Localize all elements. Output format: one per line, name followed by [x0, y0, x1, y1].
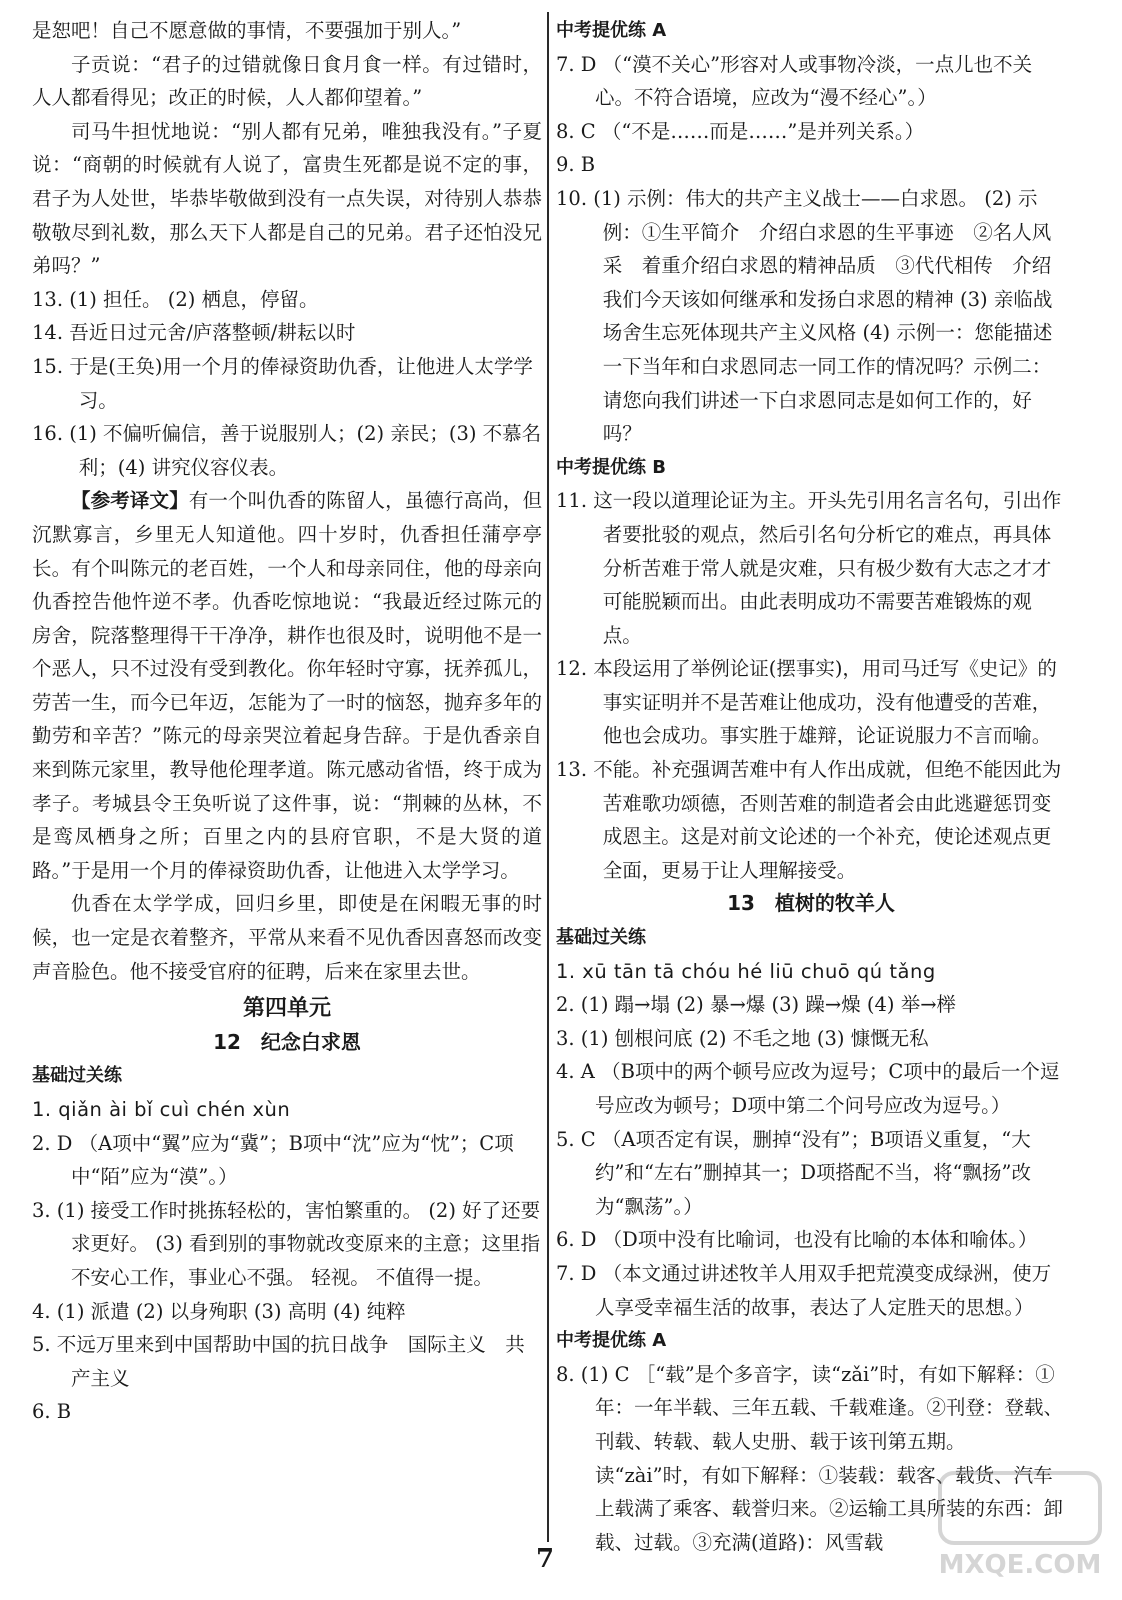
- answer-item: 10. (1) 示例：伟大的共产主义战士——白求恩。 (2) 示例：①生平简介 介绍白求恩的生平事迹 ②名人风采 着重介绍白求恩的精神品质 ③代代相传 介绍我们今天该如何继承和发扬白求恩的精神 (3) 亲临战场舍生忘死体现共产主义风格 (4) 示例一：您能描述一下当年和白求恩同志一同工作的情况吗？示例二：请您向我们讲述一下白求恩同志是如何工作的，好吗？: [556, 186, 1053, 446]
- answer-item: 14. 吾近日过元舍/庐落整顿/耕耘以时: [32, 321, 356, 345]
- section-heading: 中考提优练 B: [556, 456, 666, 478]
- column-divider: [547, 12, 549, 1542]
- lesson-title-13: 13 植树的牧羊人: [727, 891, 895, 916]
- answer-item: 7. D （“漠不关心”形容对人或事物冷淡，一点儿也不关心。不符合语境，应改为“漫不经心”。）: [556, 52, 1033, 110]
- answer-item: 4. (1) 派遣 (2) 以身殉职 (3) 高明 (4) 纯粹: [32, 1299, 406, 1323]
- left-column: [32, 14, 542, 1429]
- answer-item: 8. C （“不是……而是……”是并列关系。）: [556, 119, 925, 143]
- section-heading: 基础过关练: [32, 1065, 122, 1087]
- answer-item: 1. xū tān tā chóu hé liū chuō qú tǎng: [556, 959, 936, 983]
- left-para-1: 子贡说：“君子的过错就像日食月食一样。有过错时，人人都看得见；改正的时候，人人都仰望着。”: [32, 52, 542, 110]
- answer-item: 3. (1) 接受工作时挑拣轻松的，害怕繁重的。 (2) 好了还要求更好。 (3) 看到别的事物就改变原来的主意；这里指不安心工作，事业心不强。 轻视。 不值得一提。: [32, 1198, 541, 1289]
- unit-title: 第四单元: [242, 996, 331, 1022]
- answer-item: 2. D （A项中“翼”应为“冀”；B项中“沈”应为“忱”；C项中“陌”应为“漠”。）: [32, 1131, 514, 1189]
- answer-item: 8. (1) C ［“载”是个多音字，读“zǎi”时，有如下解释：①年：一年半载、三年五载、千载难逢。②刊登：登载、刊载、转载、载人史册、载于该刊第五期。读“zài”时，有如下解释：①装载：载客、载货、汽车上载满了乘客、载誉归来。②运输工具所装的东西：卸载、过载。③充满(道路)：风雪载: [556, 1362, 1064, 1554]
- answer-item: 12. 本段运用了举例论证(摆事实)，用司马迁写《史记》的事实证明并不是苦难让他成功，没有他遭受的苦难，他也会成功。事实胜于雄辩，论证说服力不言而喻。: [556, 657, 1057, 748]
- watermark-text: MXQE.COM: [938, 1550, 1102, 1580]
- answer-item: 11. 这一段以道理论证为主。开头先引用名言名句，引出作者要批驳的观点，然后引名句分析它的难点，再具体分析苦难于常人就是灾难，只有极少数有大志之才才可能脱颖而出。由此表明成功不需要苦难锻炼的观点。: [556, 489, 1062, 647]
- answer-item: 6. D （D项中没有比喻词，也没有比喻的本体和喻体。）: [556, 1228, 1038, 1252]
- lesson-title-12: 12 纪念白求恩: [213, 1029, 361, 1054]
- section-heading: 中考提优练 A: [556, 1330, 667, 1352]
- answer-item: 1. qiǎn ài bǐ cuì chén xùn: [32, 1098, 291, 1121]
- section-heading: 基础过关练: [556, 927, 646, 949]
- section-heading: 中考提优练 A: [556, 20, 667, 41]
- answer-item: 7. D （本文通过讲述牧羊人用双手把荒漠变成绿洲，使万人享受幸福生活的故事，表达了人定胜天的思想。）: [556, 1261, 1052, 1319]
- answer-item: 13. (1) 担任。 (2) 栖息，停留。: [32, 287, 319, 311]
- right-column: [556, 14, 1066, 1559]
- answer-item: 9. B: [556, 153, 596, 177]
- answer-item: 5. C （A项否定有误，删掉“没有”；B项语义重复，“大约”和“左右”删掉其一；D项搭配不当，将“飘扬”改为“飘荡”。）: [556, 1127, 1031, 1218]
- answer-item: 5. 不远万里来到中国帮助中国的抗日战争 国际主义 共产主义: [32, 1333, 525, 1390]
- reference-translation: [32, 484, 542, 887]
- answer-item: 4. A （B项中的两个顿号应改为逗号；C项中的最后一个逗号应改为顿号；D项中第二个问号应改为逗号。）: [556, 1060, 1060, 1117]
- answer-item: 6. B: [32, 1400, 72, 1424]
- left-para-2: 司马牛担忧地说：“别人都有兄弟，唯独我没有。”子夏说：“商朝的时候就有人说了，富贵生死都是说不定的事，君子为人处世，毕恭毕敬做到没有一点失误，对待别人恭恭敬敬尽到礼数，那么天下人都是自己的兄弟。君子还怕没兄弟吗？”: [32, 119, 542, 278]
- translation-label: 【参考译文】: [71, 489, 189, 513]
- answer-item: 16. (1) 不偏听偏信，善于说服别人；(2) 亲民；(3) 不慕名利；(4) 讲究仪容仪表。: [32, 422, 542, 479]
- answer-item: 3. (1) 刨根问底 (2) 不毛之地 (3) 慷慨无私: [556, 1026, 929, 1050]
- page-number: 7: [536, 1544, 555, 1574]
- answer-item: 13. 不能。补充强调苦难中有人作出成就，但绝不能因此为苦难歌功颂德，否则苦难的制造者会由此逃避惩罚变成恩主。这是对前文论述的一个补充，使论述观点更全面，更易于让人理解接受。: [556, 758, 1062, 882]
- answer-item: 2. (1) 蹋→塌 (2) 暴→爆 (3) 躁→燥 (4) 举→榉: [556, 993, 957, 1017]
- translation-text-2: 仇香在太学学成，回归乡里，即使是在闲暇无事的时候，也一定是衣着整齐，平常从来看不见仇香因喜怒而改变声音脸色。他不接受官府的征聘，后来在家里去世。: [32, 892, 542, 983]
- watermark-logo-icon: [930, 1465, 1110, 1585]
- translation-text: 有一个叫仇香的陈留人，虽德行高尚，但沉默寡言，乡里无人知道他。四十岁时，仇香担任蒲亭亭长。有个叫陈元的老百姓，一个人和母亲同住，他的母亲向仇香控告他忤逆不孝。仇香吃惊地说：“我最近经过陈元的房舍，院落整理得干干净净，耕作也很及时，说明他不是一个恶人，只不过没有受到教化。你年轻时守寡，抚养孤儿，劳苦一生，而今已年迈，怎能为了一时的恼怒，抛弃多年的勤劳和辛苦？”陈元的母亲哭泣着起身告辞。于是仇香亲自来到陈元家里，教导他伦理孝道。陈元感动省悟，终于成为孝子。考城县令王奂听说了这件事，说：“荆棘的丛林，不是鸾凤栖身之所；百里之内的县府官职，不是大贤的道路。”于是用一个月的俸禄资助仇香，让他进入太学学习。: [32, 489, 542, 882]
- left-para-0: 是恕吧！自己不愿意做的事情，不要强加于别人。”: [32, 19, 462, 42]
- answer-item: 15. 于是(王奂)用一个月的俸禄资助仇香，让他进人太学学习。: [32, 354, 533, 412]
